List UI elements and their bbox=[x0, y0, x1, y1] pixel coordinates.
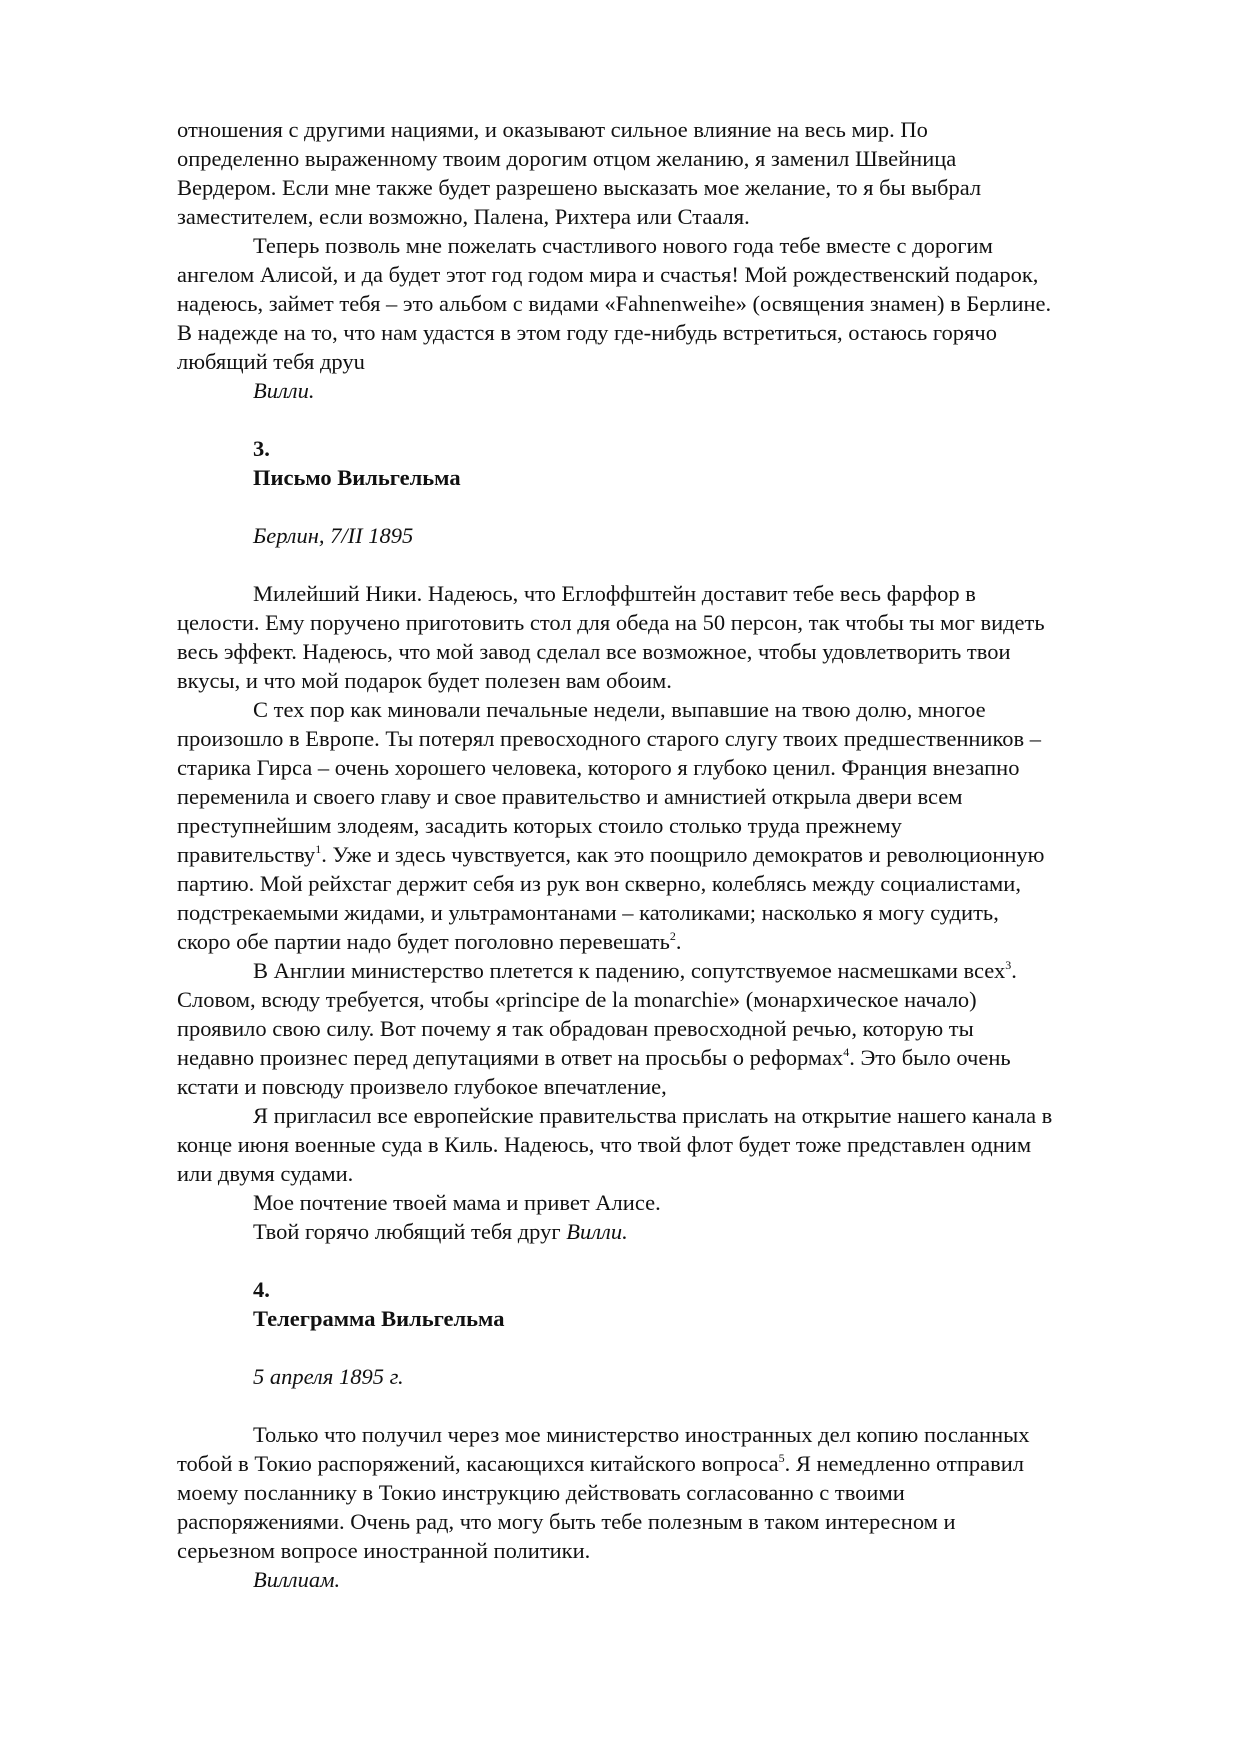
text-run: скоро обе партии надо будет поголовно перевешать bbox=[177, 929, 670, 954]
section-number: 4. bbox=[253, 1277, 270, 1302]
paragraph-line bbox=[177, 1044, 1011, 1073]
paragraph-line: проявило свою силу. Вот почему я так обрадован превосходной речью, которую ты bbox=[177, 1016, 974, 1041]
paragraph-line: моему посланнику в Токио инструкцию действовать согласованно с твоими bbox=[177, 1480, 905, 1505]
paragraph-line: определенно выраженному твоим дорогим отцом желанию, я заменил Швейница bbox=[177, 146, 957, 171]
paragraph-line: серьезном вопросе иностранной политики. bbox=[177, 1538, 591, 1563]
paragraph-line: конце июня военные суда в Киль. Надеюсь, что твой флот будет тоже представлен одним bbox=[177, 1132, 1032, 1157]
paragraph-line: партию. Мой рейхстаг держит себя из рук вон скверно, колеблясь между социалистами, bbox=[177, 871, 1021, 896]
text-run: . Это было очень bbox=[849, 1045, 1011, 1070]
paragraph-line: Словом, всюду требуется, чтобы «principe de la monarchie» (монархическое начало) bbox=[177, 987, 977, 1012]
paragraph-line: ангелом Алисой, и да будет этот год годом мира и счастья! Мой рождественский подарок, bbox=[177, 262, 1039, 287]
paragraph-line: заместителем, если возможно, Палена, Рихтера или Стааля. bbox=[177, 204, 750, 229]
footnote-ref[interactable]: 3 bbox=[1005, 958, 1012, 972]
paragraph-line bbox=[253, 957, 1017, 986]
paragraph-line: Милейший Ники. Надеюсь, что Еглоффштейн доставит тебе весь фарфор в bbox=[253, 581, 976, 606]
text-run: . Уже и здесь чувствуется, как это поощрило демократов и революционную bbox=[321, 842, 1045, 867]
paragraph-line: старика Гирса – очень хорошего человека, которого я глубоко ценил. Франция внезапно bbox=[177, 755, 1020, 780]
footnote-ref[interactable]: 4 bbox=[843, 1045, 850, 1059]
paragraph-line: произошло в Европе. Ты потерял превосходного старого слугу твоих предшественников – bbox=[177, 726, 1041, 751]
paragraph-line: переменила и своего главу и свое правительство и амнистией открыла двери всем bbox=[177, 784, 963, 809]
section-number: 3. bbox=[253, 436, 270, 461]
text-run: . bbox=[675, 929, 682, 954]
paragraph-line: Вердером. Если мне также будет разрешено высказать мое желание, то я бы выбрал bbox=[177, 175, 982, 200]
paragraph-line bbox=[177, 928, 681, 957]
paragraph-line: весь эффект. Надеюсь, что мой завод сделал все возможное, чтобы удовлетворить твои bbox=[177, 639, 1011, 664]
text-run: недавно произнес перед депутациями в ответ на просьбы о реформах bbox=[177, 1045, 844, 1070]
paragraph-line: целости. Ему поручено приготовить стол для обеда на 50 персон, так чтобы ты мог видеть bbox=[177, 610, 1045, 635]
text-run: правительству bbox=[177, 842, 316, 867]
paragraph-line: подстрекаемыми жидами, и ультрамонтанами – католиками; насколько я могу судить, bbox=[177, 900, 999, 925]
section-title: Телеграмма Вильгельма bbox=[253, 1306, 505, 1331]
paragraph-line: или двумя судами. bbox=[177, 1161, 354, 1186]
signature: Виллиам. bbox=[253, 1567, 341, 1592]
text-run: тобой в Токио распоряжений, касающихся китайского вопроса bbox=[177, 1451, 779, 1476]
paragraph-line: С тех пор как миновали печальные недели, выпавшие на твою долю, многое bbox=[253, 697, 986, 722]
paragraph-line: любящий тебя друu bbox=[177, 349, 365, 374]
section-title: Письмо Вильгельма bbox=[253, 465, 461, 490]
paragraph-line: отношения с другими нациями, и оказывают сильное влияние на весь мир. По bbox=[177, 117, 928, 142]
signature: Вилли. bbox=[253, 378, 315, 403]
text-run: В Англии министерство плетется к падению, сопутствуемое насмешками всех bbox=[253, 958, 1006, 983]
paragraph-line: Мое почтение твоей мама и привет Алисе. bbox=[253, 1190, 661, 1215]
paragraph-line: надеюсь, займет тебя – это альбом с видами «Fahnenweihe» (освящения знамен) в Берлине. bbox=[177, 291, 1052, 316]
footnote-ref[interactable]: 5 bbox=[778, 1451, 785, 1465]
paragraph-line: распоряжениями. Очень рад, что могу быть тебе полезным в таком интересном и bbox=[177, 1509, 956, 1534]
footnote-ref[interactable]: 2 bbox=[669, 929, 676, 943]
text-run: . bbox=[1011, 958, 1017, 983]
paragraph-line: Я пригласил все европейские правительства прислать на открытие нашего канала в bbox=[253, 1103, 1053, 1128]
dateline: 5 апреля 1895 г. bbox=[253, 1364, 404, 1389]
closing-text: Твой горячо любящий тебя друг bbox=[253, 1219, 567, 1244]
paragraph-line bbox=[177, 1450, 1024, 1479]
signature: Вилли. bbox=[566, 1219, 628, 1244]
footnote-ref[interactable]: 1 bbox=[315, 842, 322, 856]
paragraph-line: преступнейшим злодеям, засадить которых стоило столько труда прежнему bbox=[177, 813, 902, 838]
paragraph-line bbox=[177, 841, 1044, 870]
dateline: Берлин, 7/II 1895 bbox=[253, 523, 414, 548]
paragraph-line: Только что получил через мое министерство иностранных дел копию посланных bbox=[253, 1422, 1030, 1447]
paragraph-line: кстати и повсюду произвело глубокое впечатление, bbox=[177, 1074, 667, 1099]
paragraph-line: В надежде на то, что нам удастся в этом году где-нибудь встретиться, остаюсь горячо bbox=[177, 320, 997, 345]
paragraph-line: Теперь позволь мне пожелать счастливого нового года тебе вместе с дорогим bbox=[253, 233, 993, 258]
text-run: . Я немедленно отправил bbox=[784, 1451, 1025, 1476]
closing-line bbox=[253, 1218, 628, 1247]
paragraph-line: вкусы, и что мой подарок будет полезен вам обоим. bbox=[177, 668, 672, 693]
